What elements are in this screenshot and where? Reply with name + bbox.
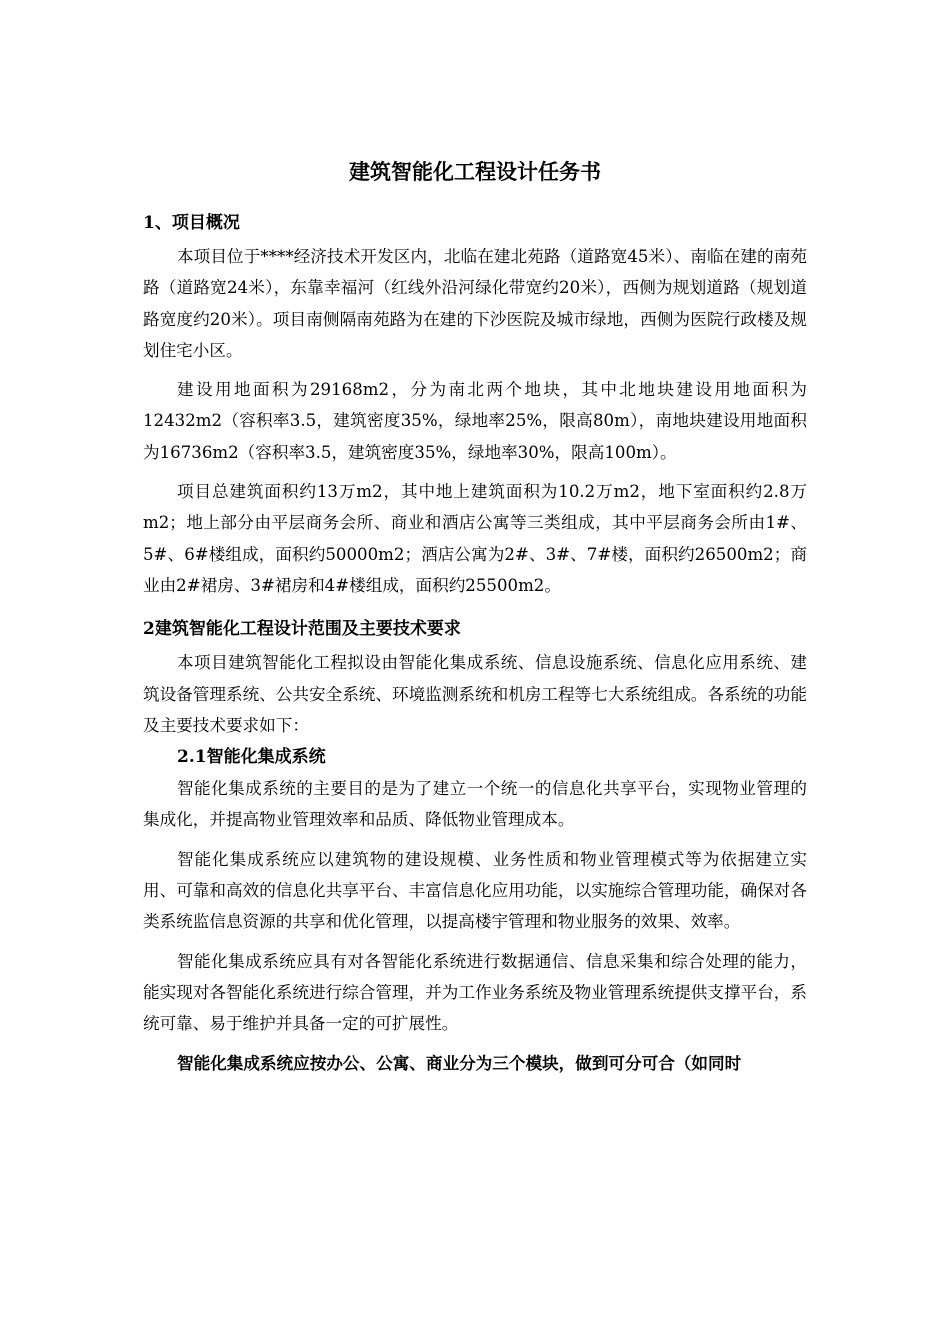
paragraph-integration-purpose: 智能化集成系统的主要目的是为了建立一个统一的信息化共享平台，实现物业管理的集成化，并提高物业管理效率和品质、降低物业管理成本。 <box>143 779 807 830</box>
subsection-heading-integration-system: 2.1智能化集成系统 <box>177 747 326 768</box>
document-body <box>143 207 807 1079</box>
document-title: 建筑智能化工程设计任务书 <box>349 159 601 184</box>
section-project-overview <box>143 207 807 601</box>
paragraph-integration-capability: 智能化集成系统应具有对各智能化系统进行数据通信、信息采集和综合处理的能力，能实现对各智能化系统进行综合管理，并为工作业务系统及物业管理系统提供支撑平台，系统可靠、易于维护并具备一定的可扩展性。 <box>143 951 807 1034</box>
paragraph-land-area: 建设用地面积为29168m2，分为南北两个地块，其中北地块建设用地面积为12432m2（容积率3.5，建筑密度35%，绿地率25%，限高80m），南地块建设用地面积为16736m2（容积率3.5，建筑密度35%，绿地率30%，限高100m）。 <box>143 380 807 462</box>
section-integration-system <box>143 741 807 1079</box>
paragraph-building-area: 项目总建筑面积约13万m2，其中地上建筑面积为10.2万m2，地下室面积约2.8万m2；地上部分由平层商务会所、商业和酒店公寓等三类组成，其中平层商务会所由1#、5#、6#楼组成，面积约50000m2；酒店公寓为2#、3#、7#楼，面积约26500m2；商业由2#裙房、3#裙房和4#楼组成，面积约25500m2。 <box>143 482 807 595</box>
paragraph-integration-modules: 智能化集成系统应按办公、公寓、商业分为三个模块，做到可分可合（如同时 <box>177 1052 742 1073</box>
section-heading-design-scope: 2建筑智能化工程设计范围及主要技术要求 <box>143 619 461 640</box>
section-design-scope <box>143 613 807 741</box>
paragraph-location: 本项目位于****经济技术开发区内，北临在建北苑路（道路宽45米）、南临在建的南苑路（道路宽24米），东靠幸福河（红线外沿河绿化带宽约20米），西侧为规划道路（规划道路宽度约20米）。项目南侧隔南苑路为在建的下沙医院及城市绿地，西侧为医院行政楼及规划住宅小区。 <box>143 247 807 360</box>
section-heading-project-overview: 1、项目概况 <box>143 213 240 233</box>
paragraph-integration-basis: 智能化集成系统应以建筑物的建设规模、业务性质和物业管理模式等为依据建立实用、可靠和高效的信息化共享平台、丰富信息化应用功能，以实施综合管理功能，确保对各类系统监信息资源的共享和优化管理，以提高楼宇管理和物业服务的效果、效率。 <box>143 849 807 932</box>
paragraph-system-composition: 本项目建筑智能化工程拟设由智能化集成系统、信息设施系统、信息化应用系统、建筑设备管理系统、公共安全系统、环境监测系统和机房工程等七大系统组成。各系统的功能及主要技术要求如下： <box>143 653 807 735</box>
